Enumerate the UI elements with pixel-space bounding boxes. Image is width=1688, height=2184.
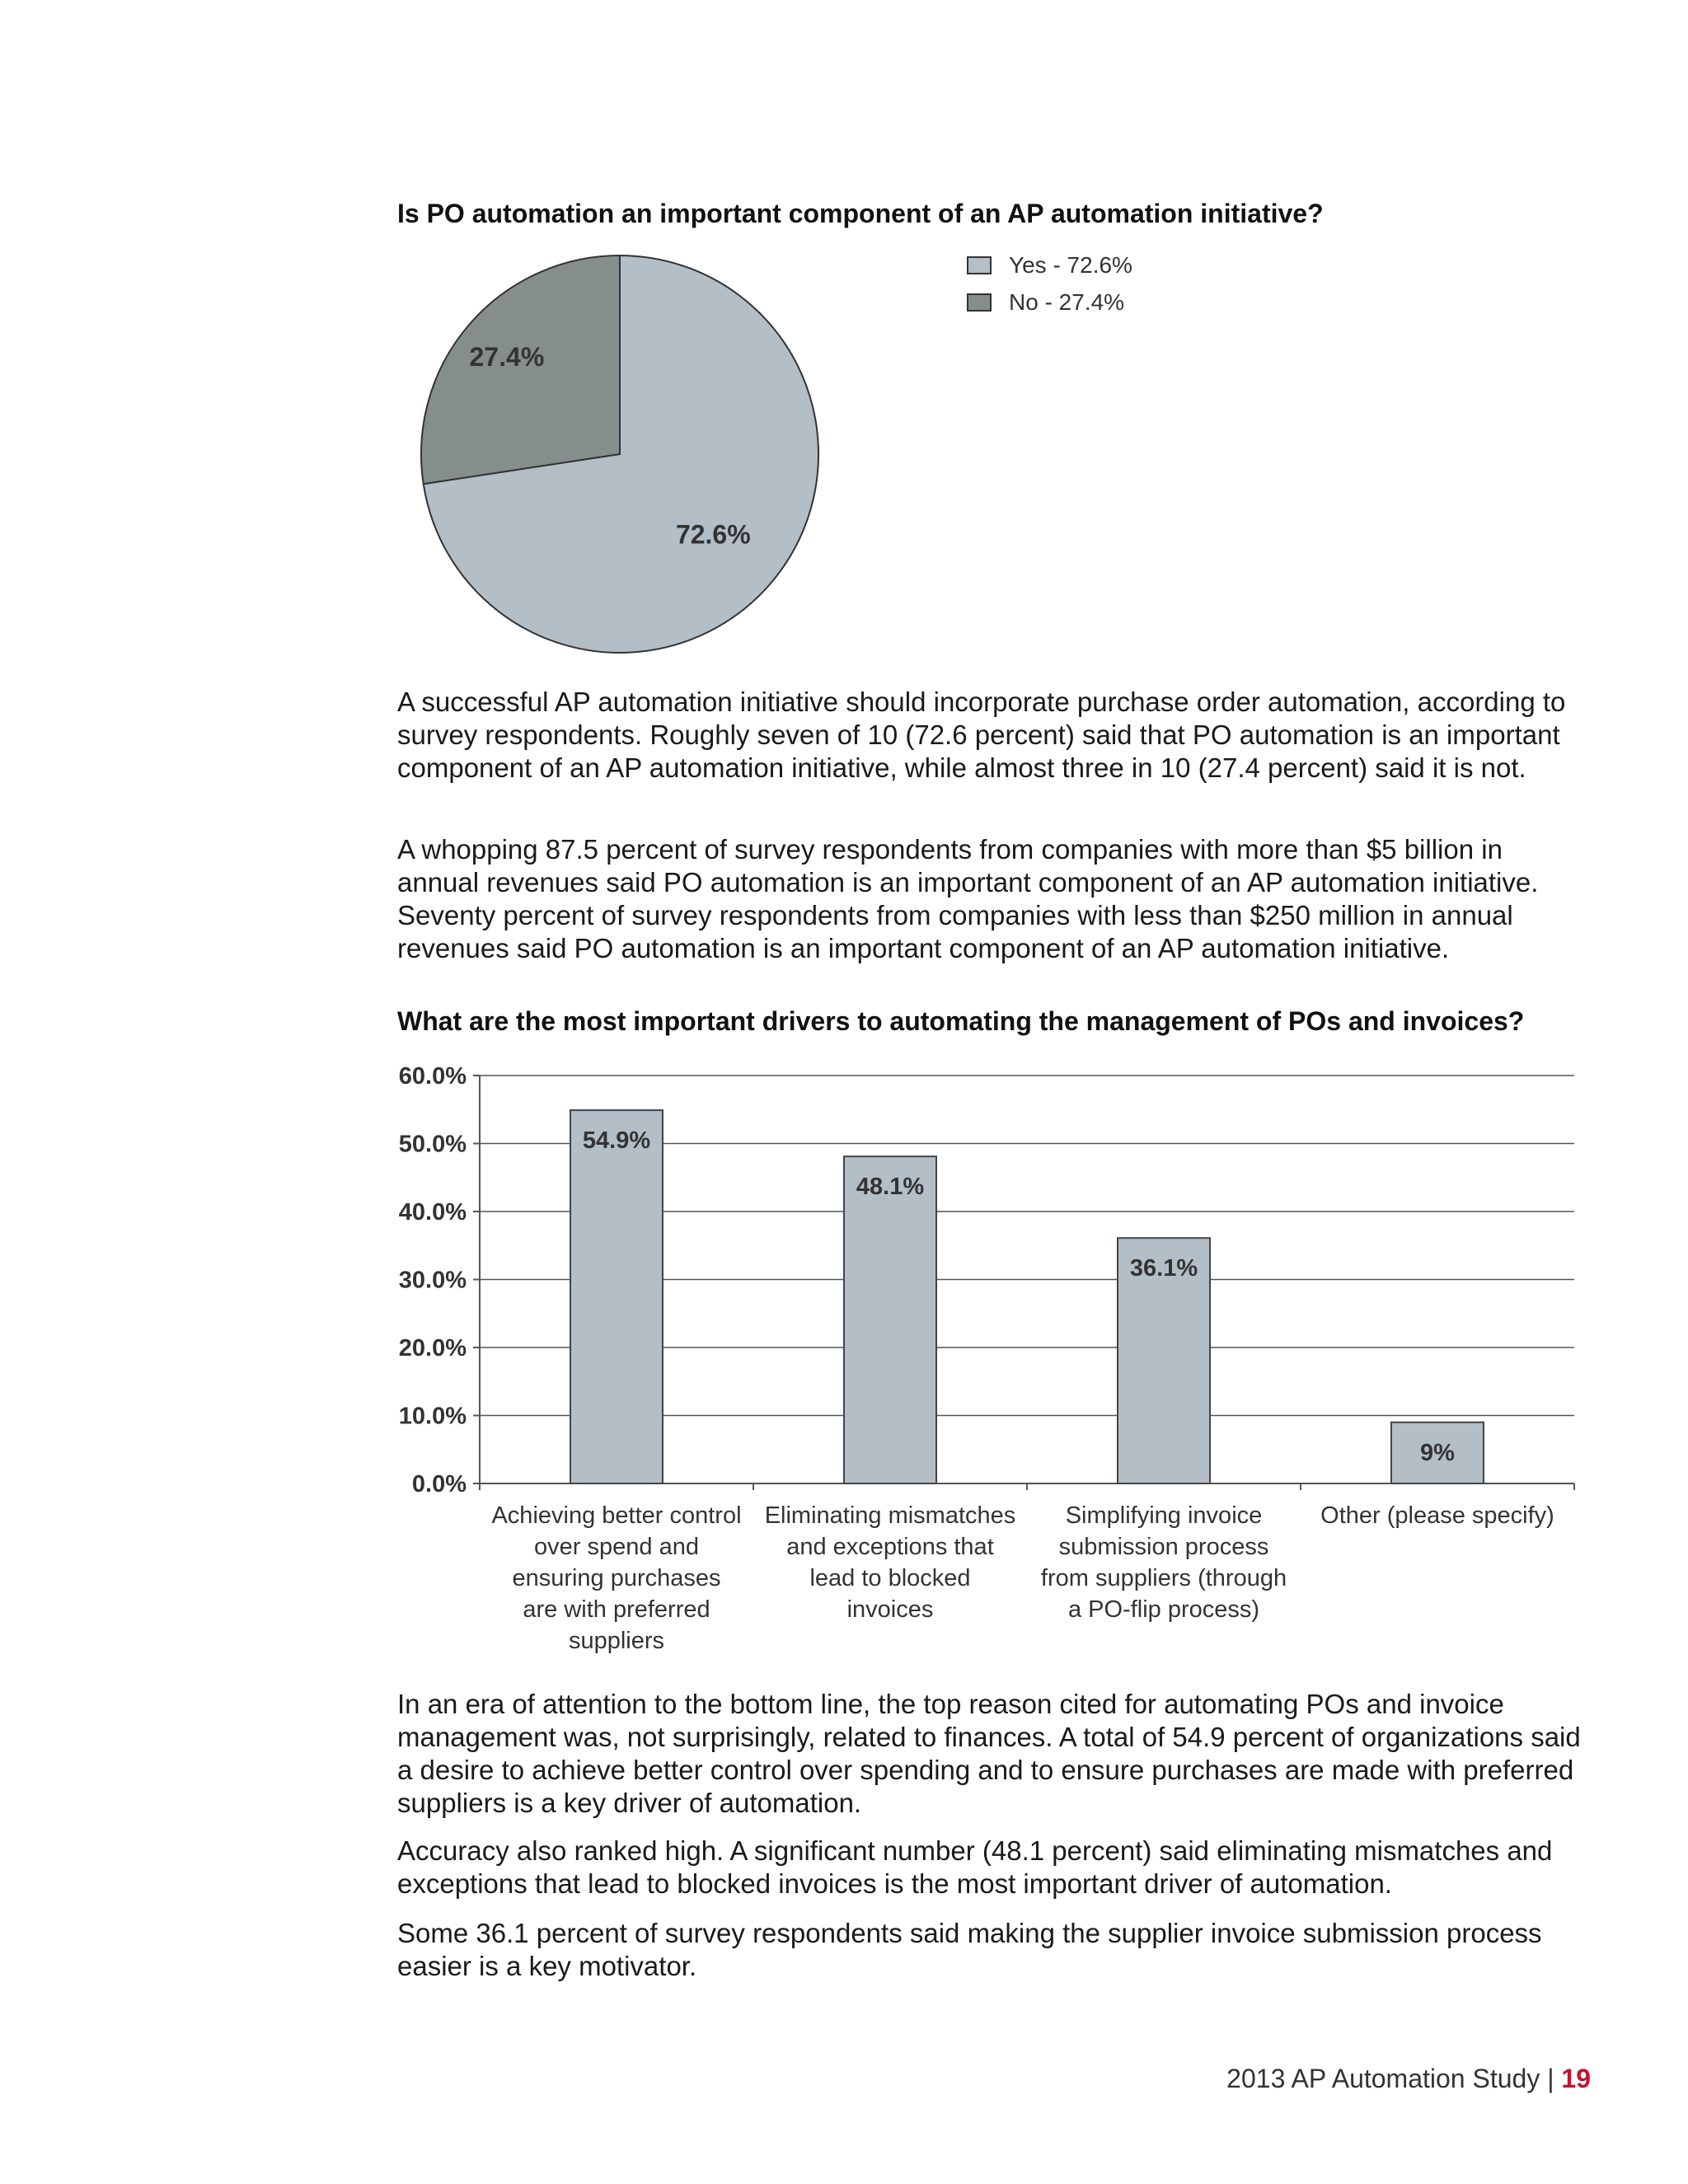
- pie-label-yes: 72.6%: [675, 519, 751, 550]
- x-category-label-3: Simplifying invoice submission process from suppliers (through a PO-flip process): [1040, 1502, 1287, 1623]
- legend-entry-yes: Yes - 72.6%: [1009, 252, 1132, 278]
- bar-value-label-2: 48.1%: [856, 1174, 925, 1201]
- y-tick-label: 40.0%: [398, 1199, 467, 1226]
- y-tick-label: 30.0%: [398, 1267, 467, 1294]
- paragraph-po-summary: A successful AP automation initiative should incorporate purchase order automation, according to survey respondents. Roughly seven of 10 (72.6 percent) said that PO automation is an important component of an AP automation initiative, while almost three in 10 (27.4 percent) said it is not.: [397, 687, 1566, 783]
- y-tick-label: 0.0%: [411, 1471, 467, 1497]
- y-tick-label: 60.0%: [398, 1063, 467, 1090]
- pie-chart-title: Is PO automation an important component of an AP automation initiative?: [397, 199, 1324, 228]
- bar-2: [844, 1156, 936, 1483]
- page-number: 19: [1561, 2064, 1591, 2093]
- footer-publication-title: 2013 AP Automation Study: [1226, 2064, 1540, 2093]
- footer-separator: |: [1547, 2064, 1554, 2093]
- y-tick-label: 50.0%: [398, 1131, 467, 1158]
- y-tick-label: 20.0%: [398, 1335, 467, 1361]
- y-tick-label: 10.0%: [398, 1403, 467, 1430]
- pie-chart: [0, 0, 1688, 659]
- legend-swatch-yes: [968, 257, 991, 274]
- paragraph-accuracy-driver: Accuracy also ranked high. A significant number (48.1 percent) said eliminating mismatches and exceptions that lead to blocked invoices is the most important driver of automation.: [397, 1835, 1553, 1899]
- bar-value-label-1: 54.9%: [582, 1127, 651, 1155]
- bar-1: [570, 1110, 663, 1483]
- bar-chart: [0, 1030, 1688, 1673]
- bar-chart-title: What are the most important drivers to automating the management of POs and invoices?: [397, 1006, 1525, 1036]
- x-category-label-1: Achieving better control over spend and ensuring purchases are with preferred suppliers: [491, 1502, 742, 1654]
- paragraph-revenue-breakdown: A whopping 87.5 percent of survey respondents from companies with more than $5 billion in annual revenues said PO automation is an important component of an AP automation initiative. Seventy percent of survey respondents from companies with less than $250 million in annual revenues said PO automation is an important component of an AP automation initiative.: [397, 834, 1539, 963]
- paragraph-submission-driver: Some 36.1 percent of survey respondents said making the supplier invoice submission process easier is a key motivator.: [397, 1918, 1542, 1981]
- x-category-label-4: Other (please specify): [1320, 1502, 1554, 1529]
- bar-value-label-4: 9%: [1420, 1439, 1455, 1466]
- pie-label-no: 27.4%: [469, 342, 545, 373]
- legend-entry-no: No - 27.4%: [1009, 289, 1125, 315]
- paragraph-finance-driver: In an era of attention to the bottom line, the top reason cited for automating POs and invoice management was, not surprisingly, related to finances. A total of 54.9 percent of organizations said a desire to achieve better control over spending and to ensure purchases are made with preferred suppliers is a key driver of automation.: [397, 1689, 1581, 1818]
- x-category-label-2: Eliminating mismatches and exceptions that lead to blocked invoices: [764, 1502, 1016, 1623]
- legend-swatch-no: [968, 294, 991, 311]
- page-footer: [1226, 2064, 1591, 2094]
- bar-value-label-3: 36.1%: [1129, 1255, 1198, 1282]
